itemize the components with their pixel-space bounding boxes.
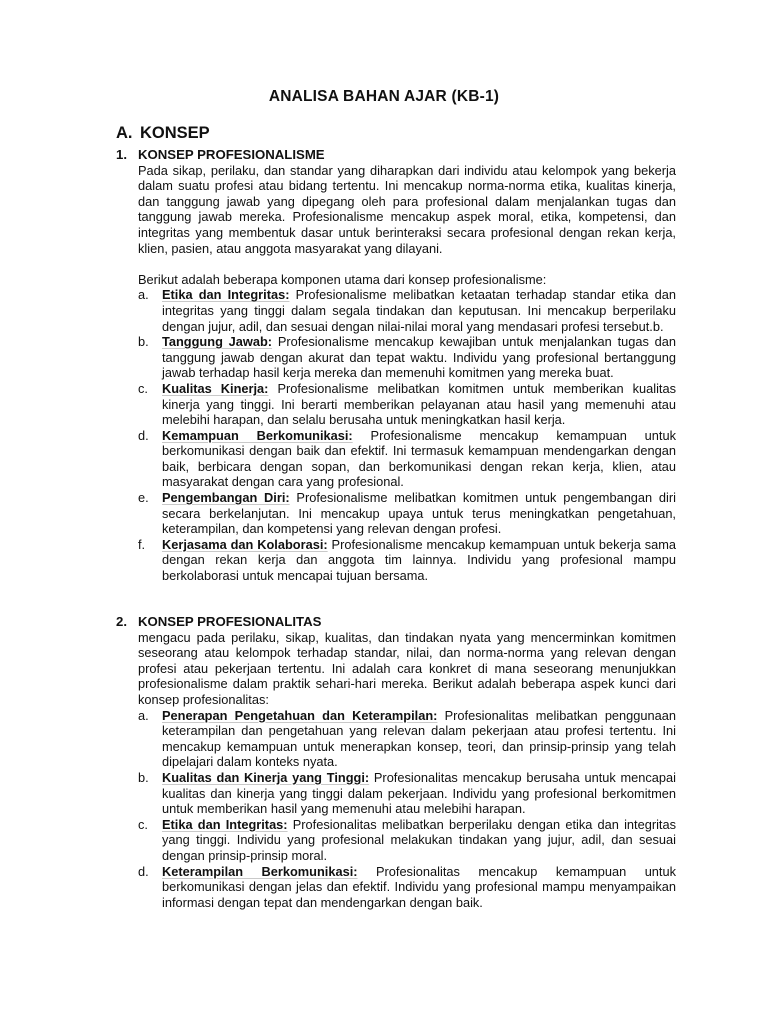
- list-text: Profesionalisme melibatkan komitmen untuk pengembangan diri secara berkelanjutan. Ini mencakup upaya untuk terus meningkatkan pengetahuan, keterampilan, dan kompetensi yang relevan dengan profesi.: [162, 490, 676, 537]
- list-term: Penerapan Pengetahuan dan Keterampilan:: [162, 707, 438, 723]
- subsection-heading: [116, 614, 676, 630]
- definition-paragraph: Pada sikap, perilaku, dan standar yang diharapkan dari individu atau kelompok yang bekerja dalam suatu profesi atau bidang tertentu. Ini mencakup norma-norma etika, kualitas kinerja, dan tanggung jawab yang dipegang oleh para profesional dalam menjalankan tugas dan tanggung jawab mereka. Profesionalisme mencakup aspek moral, etika, kompetensi, dan integritas yang membentuk dasar untuk berinteraksi secara profesional dengan rekan kerja, klien, pasien, atau anggota masyarakat yang dilayani.: [138, 162, 676, 256]
- list-text: Profesionalitas melibatkan penggunaan keterampilan dan pengetahuan yang relevan dalam pekerjaan atau profesi tertentu. Ini mencakup kemampuan untuk menerapkan konsep, teori, dan prinsip-prinsip yang telah dipelajari dalam konteks nyata.: [162, 707, 676, 770]
- list-term: Kemampuan Berkomunikasi:: [162, 427, 353, 443]
- definition-paragraph: mengacu pada perilaku, sikap, kualitas, dan tindakan nyata yang mencerminkan komitmen seseorang atau kelompok terhadap standar, nilai, dan norma-norma yang relevan dengan profesi atau pekerjaan tertentu. Ini adalah cara konkret di mana seseorang menunjukkan profesionalisme dalam praktik sehari-hari mereka. Berikut adalah beberapa aspek kunci dari konsep profesionalitas:: [138, 629, 676, 707]
- subsection-heading-text: KONSEP PROFESIONALITAS: [138, 614, 322, 629]
- list-marker: b.: [138, 334, 149, 350]
- list-item: [138, 287, 676, 334]
- list-text: Profesionalitas mencakup kemampuan untuk berkomunikasi dengan jelas dan efektif. Individu yang profesional mampu menyampaikan informasi dengan tepat dan mendengarkan dengan baik.: [162, 863, 676, 910]
- list-text: Profesionalisme mencakup kemampuan untuk bekerja sama dengan rekan kerja dan anggota tim lainnya. Individu yang profesional mampu berkolaborasi untuk mencapai tujuan bersama.: [162, 536, 677, 584]
- list-marker: a.: [138, 707, 149, 723]
- list-item: [138, 864, 676, 911]
- list-text: Profesionalitas mencakup berusaha untuk mencapai kualitas dan kinerja yang tinggi dalam pekerjaan. Individu yang profesional berkomitmen untuk memberikan hasil yang memenuhi atau melebihi harapan.: [162, 769, 676, 817]
- list-term: Kualitas dan Kinerja yang Tinggi:: [162, 769, 370, 785]
- subsection-number: 1.: [116, 147, 127, 162]
- list-item: [138, 490, 676, 537]
- list-intro: Berikut adalah beberapa komponen utama dari konsep profesionalisme:: [138, 271, 547, 287]
- list-text: Profesionalisme melibatkan komitmen untuk memberikan kualitas kinerja yang tinggi. Ini berarti memberikan pelayanan atau hasil yang memenuhi atau melebihi harapan, dan selalu berusaha untuk meningkatkan hasil kerja.: [162, 380, 676, 428]
- list-item: [138, 537, 676, 584]
- list-marker: d.: [138, 863, 149, 879]
- list-text: Profesionalitas melibatkan berperilaku dengan etika dan integritas yang tinggi. Individu yang profesional melakukan tindakan yang jujur, adil, dan sesuai dengan prinsip-prinsip moral.: [162, 816, 677, 863]
- list-text: Profesionalisme mencakup kewajiban untuk menjalankan tugas dan tanggung jawab dengan akurat dan tepat waktu. Individu yang profesional bertanggung jawab terhadap hasil kerja mereka dan memenuhi komitmen yang mereka buat.: [162, 334, 676, 381]
- list-marker: f.: [138, 536, 146, 552]
- list-marker: e.: [138, 490, 149, 506]
- subsection-number: 2.: [116, 614, 127, 629]
- list-term: Keterampilan Berkomunikasi:: [162, 863, 358, 879]
- list-marker: c.: [138, 816, 148, 832]
- subsection-profesionalitas: [116, 614, 676, 910]
- section-letter: A.: [116, 124, 133, 142]
- list-text: Profesionalisme mencakup kemampuan untuk berkomunikasi dengan baik dan efektif. Ini termasuk kemampuan mendengarkan dengan baik, berbicara dengan sopan, dan berkomunikasi dengan rekan kerja, klien, atau masyarakat dengan cara yang profesional.: [162, 427, 676, 490]
- list-item: [138, 708, 676, 770]
- list-term: Etika dan Integritas:: [162, 816, 288, 832]
- section-heading-text: KONSEP: [140, 124, 210, 142]
- list-text: Profesionalisme melibatkan ketaatan terhadap standar etika dan integritas yang tinggi dalam segala tindakan dan keputusan. Ini mencakup berperilaku dengan jujur, adil, dan sesuai dengan nilai-nilai moral yang mendasari profesi tersebut.b.: [162, 287, 676, 334]
- list-item: [138, 817, 676, 864]
- list-marker: b.: [138, 769, 149, 785]
- list-item: [138, 770, 676, 817]
- document-title: ANALISA BAHAN AJAR (KB-1): [268, 88, 500, 105]
- list-term: Kualitas Kinerja:: [162, 380, 269, 396]
- subsection-heading-text: KONSEP PROFESIONALISME: [138, 147, 325, 162]
- list-item: [138, 428, 676, 490]
- aspect-list: [138, 708, 676, 911]
- list-term: Tanggung Jawab:: [162, 334, 273, 350]
- list-item: [138, 381, 676, 428]
- list-marker: c.: [138, 380, 148, 396]
- list-term: Pengembangan Diri:: [162, 490, 290, 506]
- subsection-heading: [116, 147, 676, 163]
- list-marker: d.: [138, 427, 149, 443]
- list-term: Etika dan Integritas:: [162, 287, 290, 303]
- list-term: Kerjasama dan Kolaborasi:: [162, 536, 328, 552]
- section-heading-konsep: [116, 124, 210, 143]
- component-list: [138, 287, 676, 583]
- list-item: [138, 334, 676, 381]
- list-marker: a.: [138, 287, 149, 303]
- subsection-profesionalisme: [116, 147, 676, 584]
